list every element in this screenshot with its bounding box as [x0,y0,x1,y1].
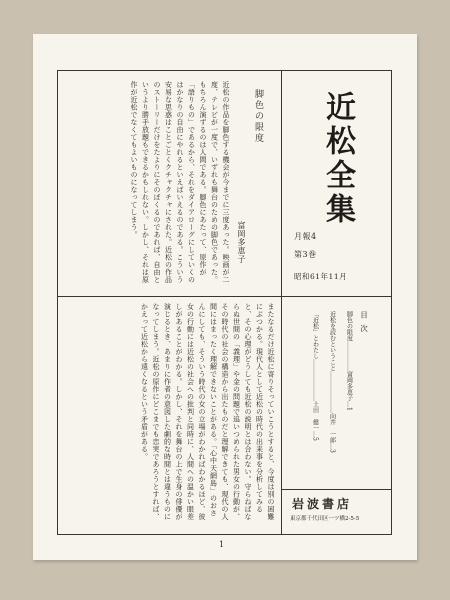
toc-item: 脚色の限度……………富岡多恵子…1 [345,311,353,411]
page-number: 1 [219,540,225,549]
publisher-name: 岩波書店 [292,497,353,511]
essay-body-bottom: またなるだけ近松に寄りそっていこうとすると、今度は別の困難にぶつかる。現代人として近松の時代の出来事を分析してみると、その心理がどうしても近松の説明とは合わない。守らねばならぬ世間の「義理」や金の問題で追いつめられた男女の行動が、その時代の社会の構造から出たものだと理解できても、現代の人間にはまったく理解できないことがある。「心中天網島」のおさんにしても、そういう時代の女の立場がわかればわかるほど、彼女の行動には近松の社会への批判と同時に、人間への温かい眼差しがあることがわかる。しかし、それを舞台の上で生身の俳優が演じるとき、あまりに作者の意図した劇的な時間とは違うものになってしまう。近松の原作にどこまでも忠実であろうとすれば、かえって近松から遠くなるという矛盾がある。 [140,303,275,521]
issue-number: 月報4 [294,232,317,241]
page-frame [57,70,392,535]
publisher-address: 東京都千代田区一ツ橋2-5-5 [290,516,360,522]
publisher-divider [282,489,391,490]
essay-body-top: 近松の作品を脚色する機会が今までに三度あった。映画が二度、テレビが一度で、いずれも舞台のための脚色であった。もちろん演ずるのは人間である。脚色にあたって、原作が「語りもの」であるから、それをダイアローグにしていくのはかなりの自由にやれるといえばいえるのである。こういう安易な思惑はことごとくクチャクチャにされた。近松の作品のストーリーだけをたよりにそのぼくるのであれば、自由というより勝手放題もできるかもしれない。しかし、それは原作が近松でなくてもよいものになってしまう。 [130,81,230,284]
essay-heading: 脚色の限度 [253,89,263,144]
toc-item: 「近松」とわたし…………………土田 健一…5 [311,311,319,441]
toc-heading: 目次 [359,311,369,338]
pamphlet-page [33,34,417,560]
toc-item: 近松を読むということ…………………向井 一郎…3 [328,311,336,453]
essay-author: 富岡多恵子 [237,221,246,264]
toc-divider [281,296,282,534]
journal-title: 近松全集 [320,91,355,227]
volume-number: 第3巻 [294,250,317,259]
issue-date: 昭和61年11月 [294,272,348,281]
section-divider [58,296,391,297]
masthead-divider [281,71,282,296]
